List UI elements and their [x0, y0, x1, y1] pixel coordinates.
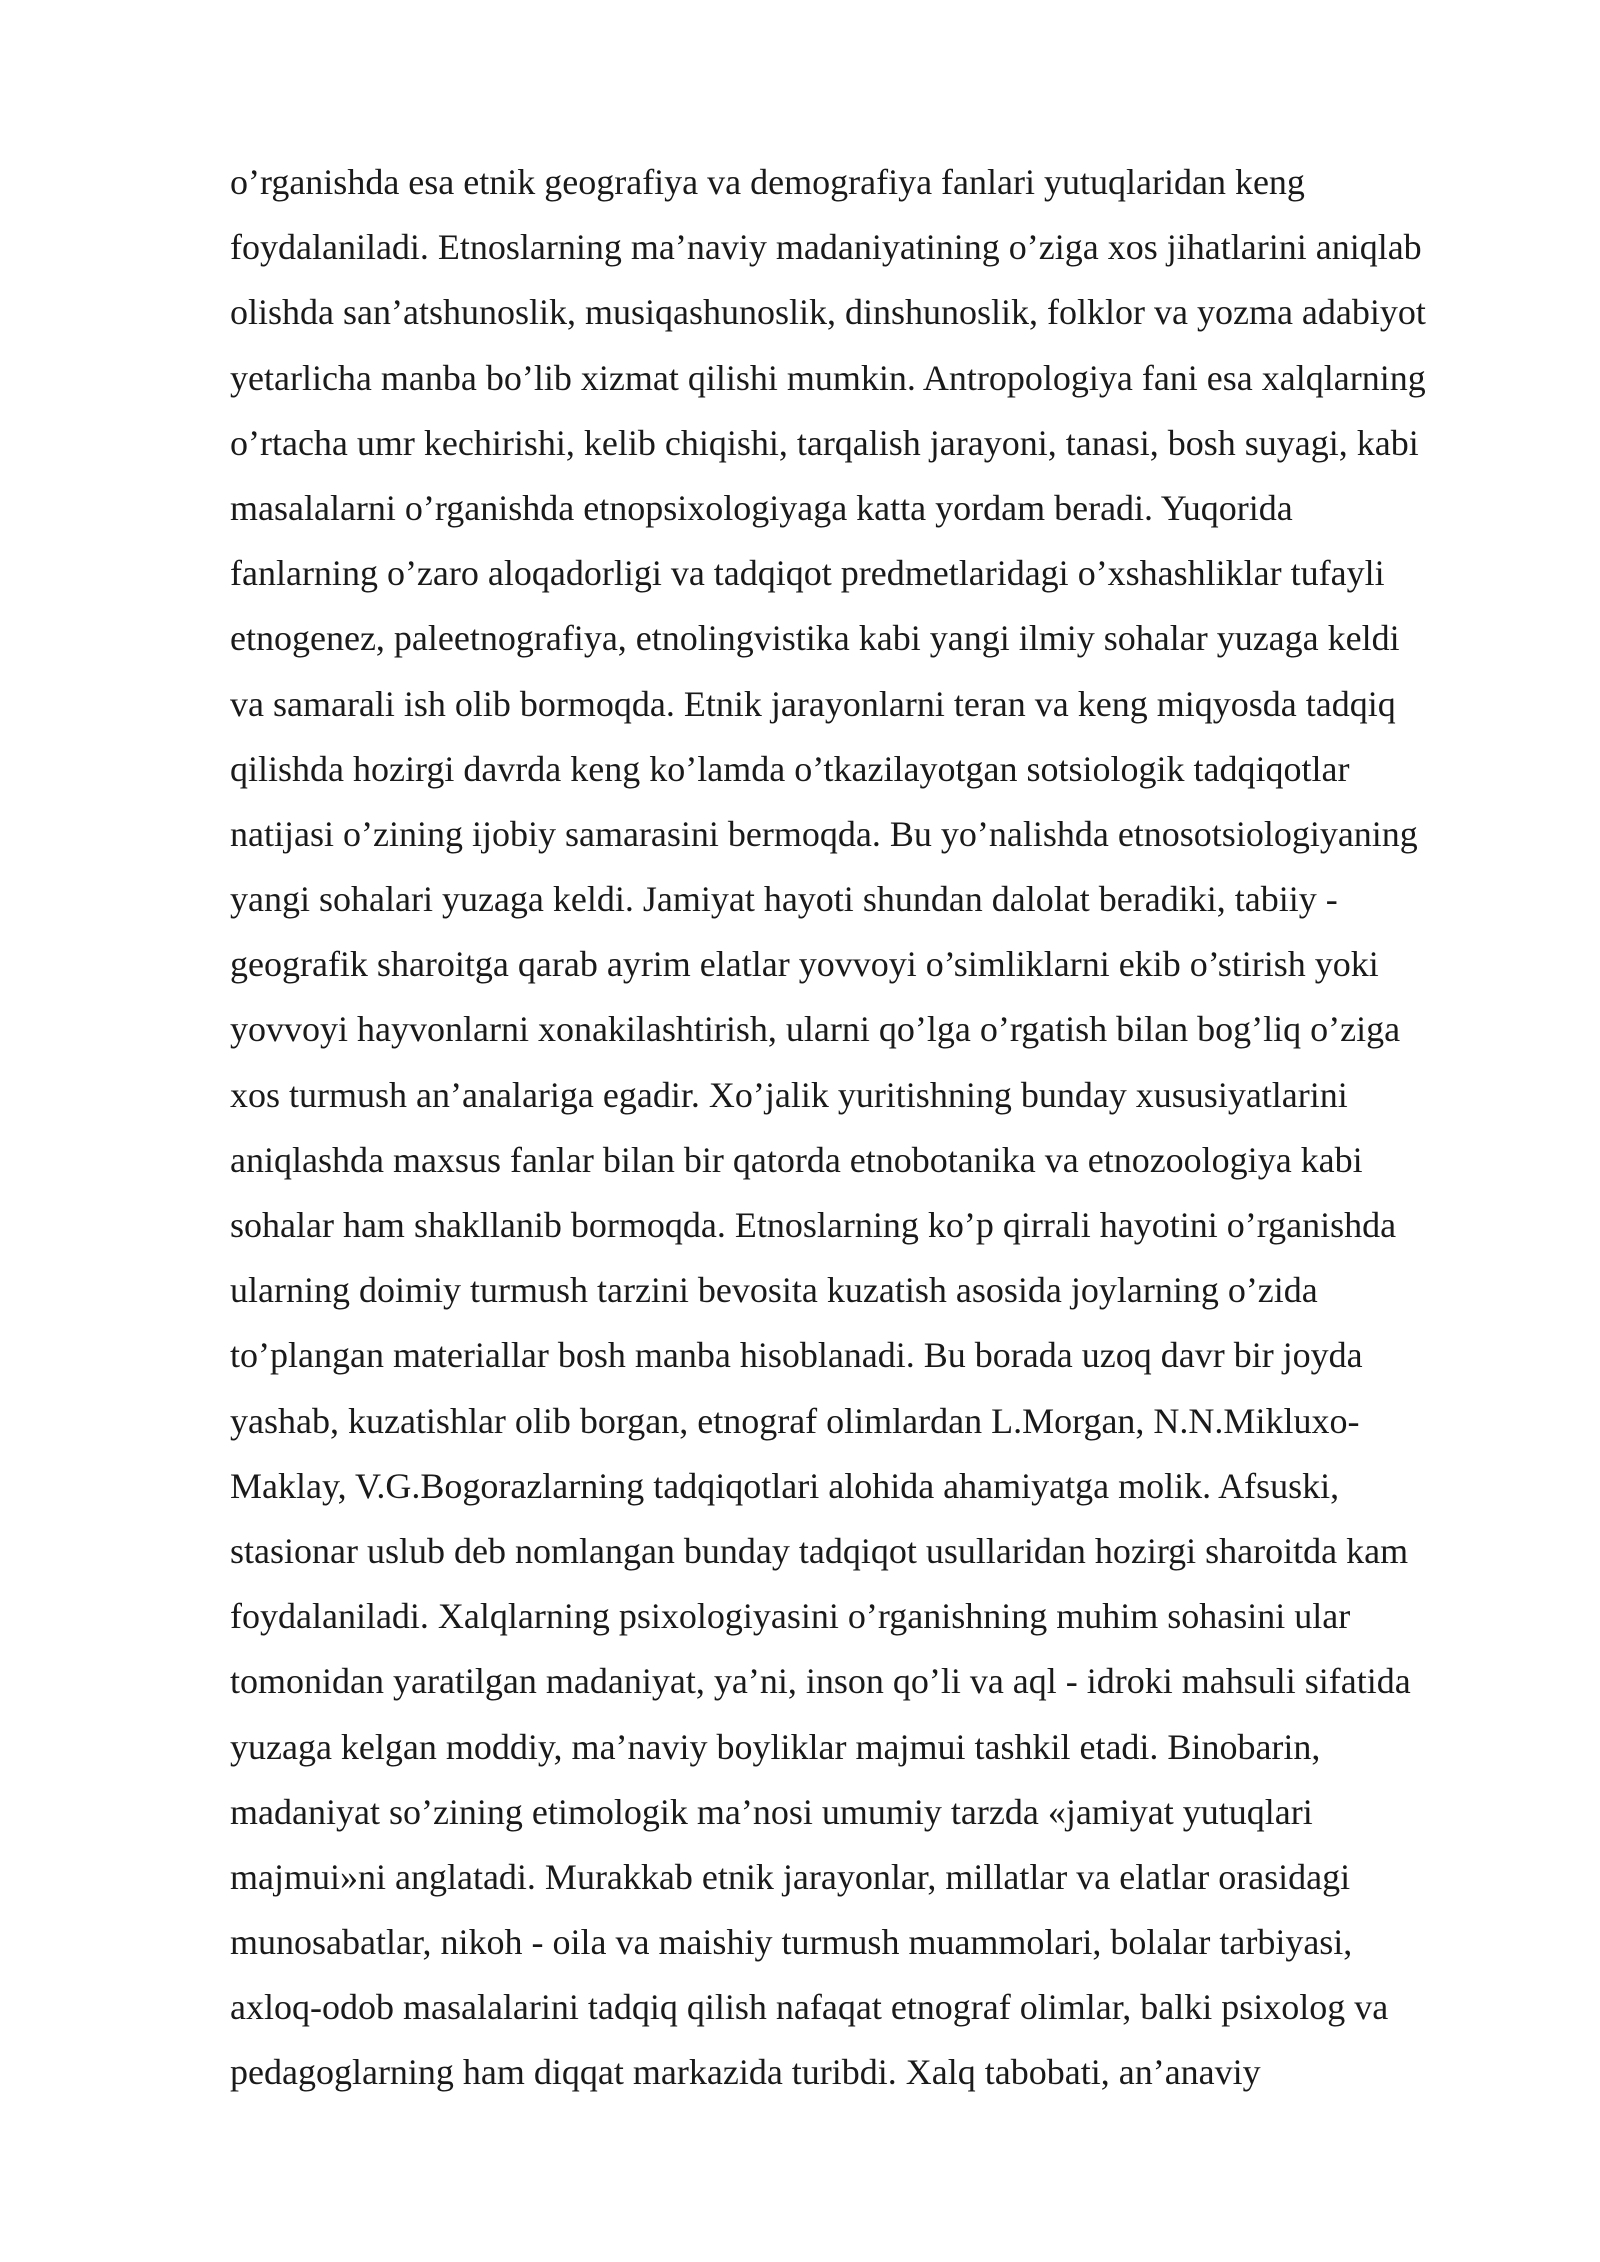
text-line: tomonidan yaratilgan madaniyat, ya’ni, inson qo’li va aql - idroki mahsuli sifatida [230, 1661, 1411, 1702]
text-line: sohalar ham shakllanib bormoqda. Etnoslarning ko’p qirrali hayotini o’rganishda [230, 1205, 1397, 1245]
text-line: Maklay, V.G.Bogorazlarning tadqiqotlari alohida ahamiyatga molik. Afsuski, [230, 1465, 1340, 1506]
text-line: o’rganishda esa etnik geografiya va demografiya fanlari yutuqlaridan keng [230, 162, 1305, 202]
text-line: axloq-odob masalalarini tadqiq qilish nafaqat etnograf olimlar, balki psixolog va [230, 1987, 1389, 2028]
text-line: ularning doimiy turmush tarzini bevosita kuzatish asosida joylarning o’zida [230, 1270, 1318, 1311]
text-line: majmui»ni anglatadi. Murakkab etnik jarayonlar, millatlar va elatlar orasidagi [230, 1856, 1351, 1897]
text-line: qilishda hozirgi davrda keng ko’lamda o’tkazilayotgan sotsiologik tadqiqotlar [230, 748, 1350, 789]
text-line: aniqlashda maxsus fanlar bilan bir qatorda etnobotanika va etnozoologiya kabi [230, 1139, 1363, 1180]
text-line: yashab, kuzatishlar olib borgan, etnograf olimlardan L.Morgan, N.N.Mikluxo- [230, 1400, 1360, 1441]
text-line: geografik sharoitga qarab ayrim elatlar yovvoyi o’simliklarni ekib o’stirish yoki [230, 944, 1379, 985]
text-line: etnogenez, paleetnografiya, etnolingvistika kabi yangi ilmiy sohalar yuzaga keldi [230, 618, 1400, 659]
text-line: madaniyat so’zining etimologik ma’nosi umumiy tarzda «jamiyat yutuqlari [230, 1791, 1313, 1832]
text-line: masalalarni o’rganishda etnopsixologiyaga katta yordam beradi. Yuqorida [230, 487, 1293, 528]
text-line: munosabatlar, nikoh - oila va maishiy turmush muammolari, bolalar tarbiyasi, [230, 1922, 1353, 1963]
body-text [230, 150, 1530, 2106]
text-line: va samarali ish olib bormoqda. Etnik jarayonlarni teran va keng miqyosda tadqiq [230, 683, 1396, 724]
text-line: foydalaniladi. Xalqlarning psixologiyasini o’rganishning muhim sohasini ular [230, 1596, 1351, 1637]
text-line: yuzaga kelgan moddiy, ma’naviy boyliklar majmui tashkil etadi. Binobarin, [230, 1726, 1321, 1767]
text-line: stasionar uslub deb nomlangan bunday tadqiqot usullaridan hozirgi sharoitda kam [230, 1530, 1409, 1571]
text-line: yovvoyi hayvonlarni xonakilashtirish, ularni qo’lga o’rgatish bilan bog’liq o’ziga [230, 1009, 1401, 1050]
text-line: foydalaniladi. Etnoslarning ma’naviy madaniyatining o’ziga xos jihatlarini aniqlab [230, 227, 1422, 268]
text-line: yangi sohalari yuzaga keldi. Jamiyat hayoti shundan dalolat beradiki, tabiiy - [230, 879, 1338, 920]
text-line: olishda san’atshunoslik, musiqashunoslik, dinshunoslik, folklor va yozma adabiyot [230, 292, 1426, 333]
text-line: to’plangan materiallar bosh manba hisoblanadi. Bu borada uzoq davr bir joyda [230, 1335, 1363, 1376]
text-line: o’rtacha umr kechirishi, kelib chiqishi, tarqalish jarayoni, tanasi, bosh suyagi, kabi [230, 422, 1419, 463]
text-line: fanlarning o’zaro aloqadorligi va tadqiqot predmetlaridagi o’xshashliklar tufayli [230, 553, 1385, 594]
text-line: natijasi o’zining ijobiy samarasini bermoqda. Bu yo’nalishda etnosotsiologiyaning [230, 813, 1418, 854]
text-line: pedagoglarning ham diqqat markazida turibdi. Xalq tabobati, an’anaviy [230, 2052, 1261, 2093]
text-line: yetarlicha manba bo’lib xizmat qilishi mumkin. Antropologiya fani esa xalqlarning [230, 357, 1426, 398]
text-line: xos turmush an’analariga egadir. Xo’jalik yuritishning bunday xususiyatlarini [230, 1074, 1348, 1115]
